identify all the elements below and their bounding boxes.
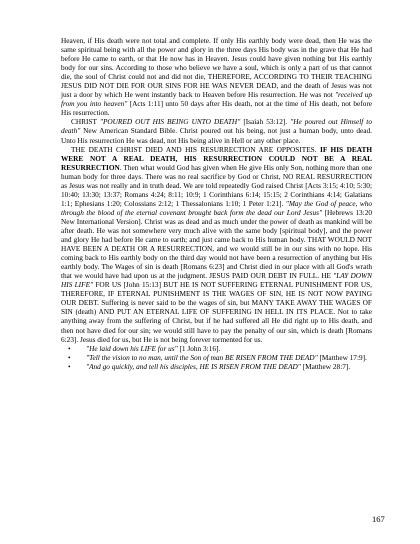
paragraph-1-text-end: [Acts 1:11] unto 50 days after His death, not at the time of His death, not before His resurrection. bbox=[61, 99, 372, 118]
paragraph-3-text-end: FOR US [John 15:13] BUT HE IS NOT SUFFERING ETERNAL PUNISHMENT FOR US, THEREFORE, IF ETERNAL PUNISHMENT IS THE WAGES OF SIN, HE IS NOT NOW PAYING OUR DEBT. Suffering is never said to be the wages of sin, but MANY TAKE AWAY THE WAGES OF SIN (death) AND PUT AN ETERNAL LIFE OF SUFFERING IN HELL IN ITS PLACE. Not to take anything away from the suffering of Christ, but if he had suffered all He did right up to His death, and then not have died for our sin; we would still have to pay the penalty of our sin, which is death [Romans 6:23]. Jesus died for us, but He is not being forever tormented for us. bbox=[61, 280, 372, 344]
quote-isaiah-53-12: "POURED OUT HIS BEING UNTO DEATH" bbox=[99, 117, 241, 127]
bullet-quote: "He laid down his LIFE for us" bbox=[86, 343, 178, 353]
quote-acts-1-11: "received up from you into heaven" bbox=[61, 90, 372, 109]
body-text bbox=[61, 36, 372, 371]
bullet-quote: "Tell the vision to no man, until the Son of man BE RISEN FROM THE DEAD" bbox=[86, 352, 318, 362]
quote-nasb: "He poured out Himself to death" bbox=[61, 117, 372, 136]
bullet-reference: [1 John 3:16]. bbox=[177, 343, 221, 353]
bullet-icon: • bbox=[68, 343, 71, 353]
paragraph-2-text: CHRIST bbox=[71, 117, 100, 127]
paragraph-3-text-continued: [Hebrews 13:20 New International Version]. Christ was as dead and as much under the power of death as mankind will be after death. He was not somewhere very much alive with the same body [spiritual body], and the power and glory He had before He came to earth; and just came back to His human body. THAT WOULD NOT HAVE BEEN A DEATH OR A RESURRECTION, and we would still be in our sins with no hope. His coming back to His earthly body on the third day would not have been a resurrection of anything but His earthly body. The Wages of sin is death [Romans 6:23] and Christ died in our place with all God's wrath that we would have had upon us at the judgment. JESUS PAID OUR DEBT IN FULL. HE bbox=[61, 207, 372, 281]
paragraph-3-text: THE DEATH CHRIST DIED AND HIS RESURRECTION ARE OPPOSITES. bbox=[71, 144, 321, 154]
quote-lay-down-his-life: "LAY DOWN HIS LIFE" bbox=[61, 271, 372, 290]
isaiah-reference: [Isaiah 53:12]. bbox=[240, 117, 291, 127]
page-number: 167 bbox=[372, 514, 385, 524]
list-item bbox=[61, 362, 372, 371]
bullet-icon: • bbox=[68, 352, 71, 362]
paragraph-1 bbox=[61, 36, 372, 117]
bullet-reference: [Matthew 17:9]. bbox=[317, 352, 367, 362]
paragraph-2-text-end: New American Standard Bible. Christ poured out his being, not just a human body, unto dead. Unto His resurrection He was dead, not His being alive in Hell or any other place. bbox=[61, 126, 372, 145]
bullet-quote: "And go quickly, and tell his disciples, HE IS RISEN FROM THE DEAD" bbox=[86, 361, 301, 371]
quote-hebrews-13-20: "May the God of peace, who through the blood of the eternal covenant brought back form the dead our Lord Jesus" bbox=[61, 198, 373, 217]
list-item bbox=[61, 344, 372, 353]
bold-statement: IF HIS DEATH WERE NOT A REAL DEATH, HIS RESURRECTION COULD NOT BE A REAL RESURRECTION bbox=[61, 144, 373, 172]
paragraph-2 bbox=[61, 117, 372, 144]
bullet-reference: [Matthew 28:7]. bbox=[300, 361, 351, 371]
paragraph-3-text-middle: . Then what would God has given when He give His only Son, nothing more than one human body for three days. There was no real sacrifice by God or Christ, NO REAL RESURRECTION as Jesus was not really and in truth dead. We are told repeatedly God raised Christ [Acts 3:15; 4:10; 5:30; 10:40; 13:30; 13:37; Romans 4:24; 8:11; 10:9; 1 Corinthians 6:14; 15:15; 2 Corinthians 4:14; Galatians 1:1; Ephesians 1:20; Colossians 2:12; 1 Thessalonians 1:10; 1 Peter 1:21]. bbox=[61, 162, 372, 208]
bullet-list bbox=[61, 344, 372, 371]
bullet-icon: • bbox=[68, 361, 71, 371]
list-item bbox=[61, 353, 372, 362]
paragraph-3 bbox=[61, 145, 372, 344]
paragraph-1-text: Heaven, if His death were not total and complete. If only His earthly body were dead, then He was the same spiritual being with all the power and glory in the three days His body was in the grave that He had before He came to earth, or that He now has in Heaven. Jesus could have given nothing but His earthly body for our sins. According to those who believe we have a soul, which is only a part of us that cannot die, the soul of Christ could not and did not die, THEREFORE, ACCORDING TO THEIR TEACHING JESUS DID NOT DIE FOR OUR SINS FOR HE WAS NEVER DEAD, and the death of Jesus was not just a door by which He went instantly back to Heaven before His resurrection. He was not bbox=[61, 36, 372, 100]
